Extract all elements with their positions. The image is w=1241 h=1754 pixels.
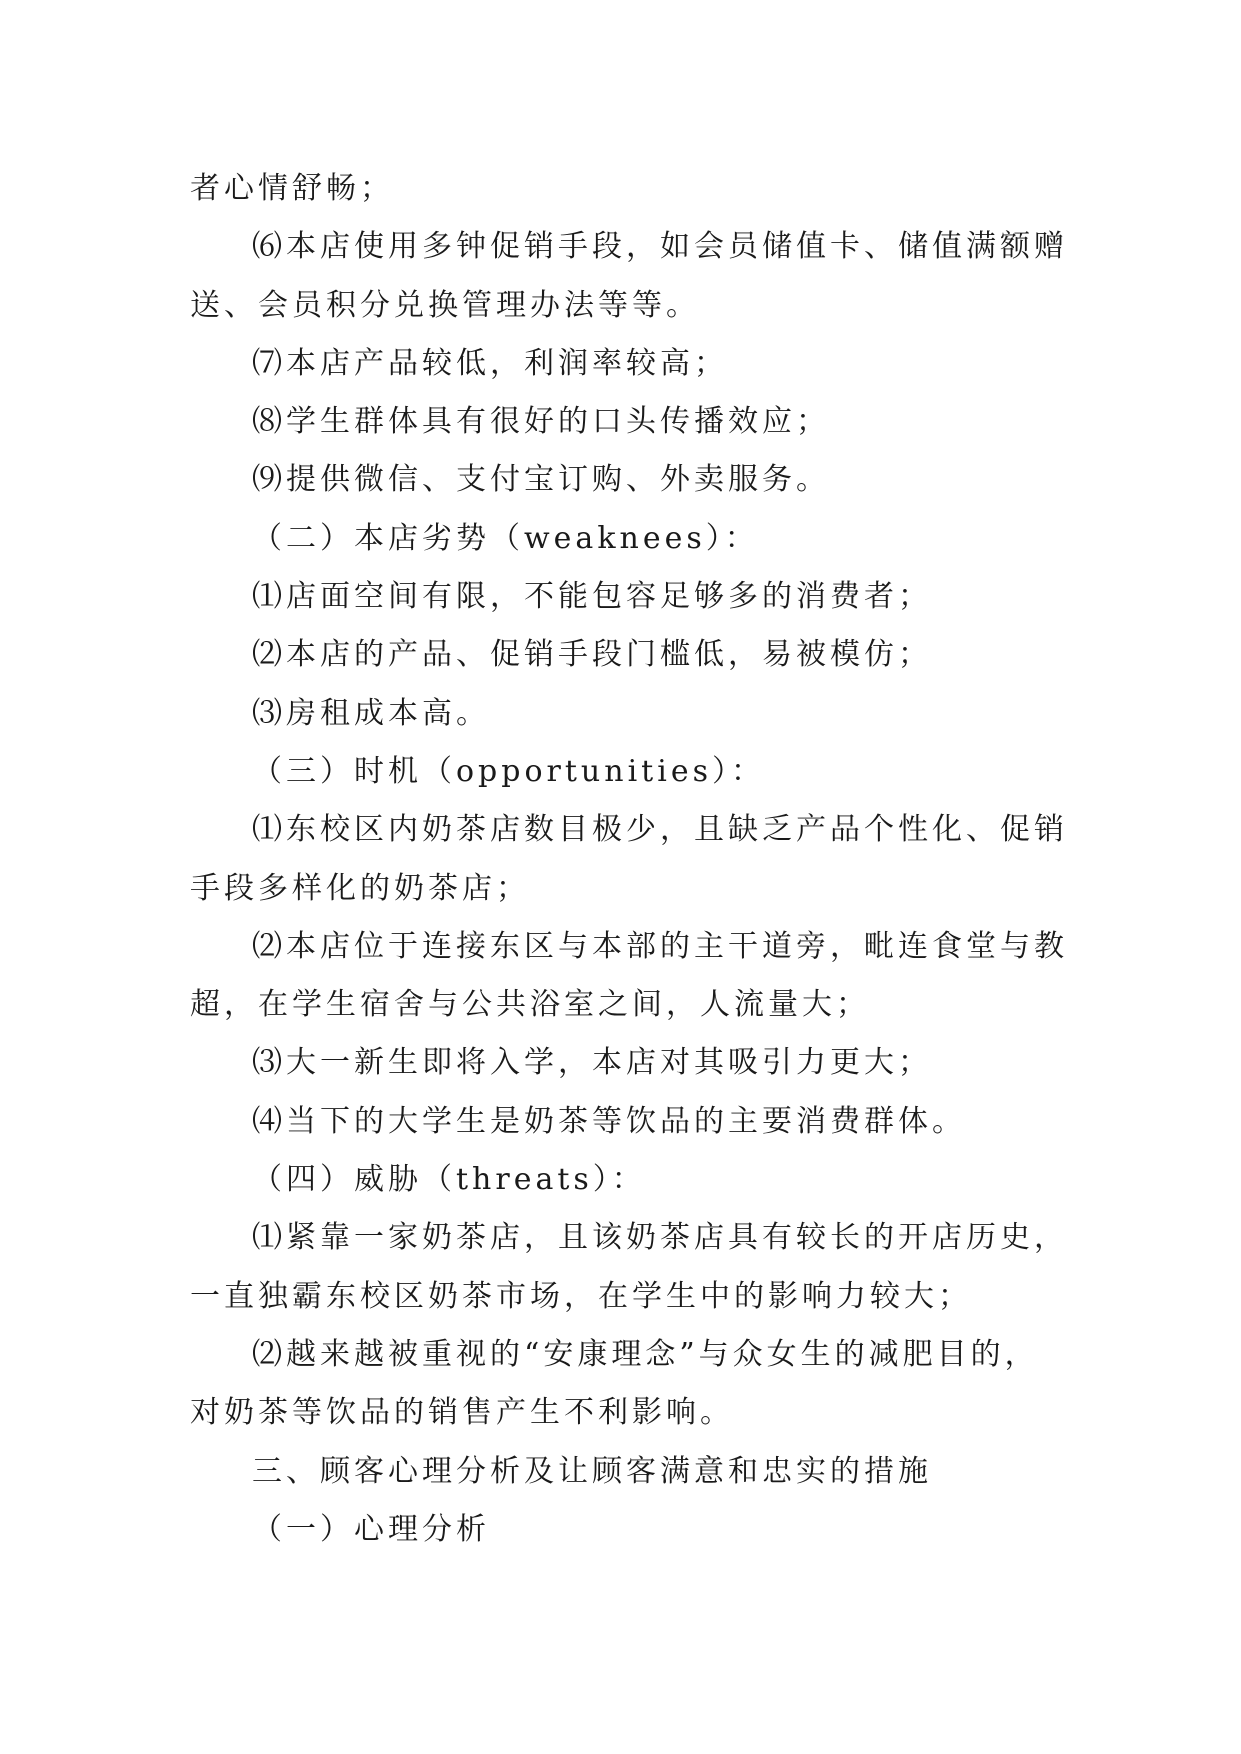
section-heading: （一）心理分析: [252, 1511, 490, 1547]
chapter-heading: 三、顾客心理分析及让顾客满意和忠实的措施: [252, 1453, 932, 1489]
text-line: ⑹本店使用多钟促销手段，如会员储值卡、储值满额赠: [252, 229, 1068, 265]
text-line: 者心情舒畅；: [190, 171, 394, 206]
text-line: ⑻学生群体具有很好的口头传播效应；: [252, 404, 830, 440]
text-line: ⑼提供微信、支付宝订购、外卖服务。: [252, 462, 830, 498]
text-line: ⑵越来越被重视的“安康理念”与众女生的减肥目的，: [252, 1336, 1039, 1372]
section-heading: （二）本店劣势（weaknees）：: [252, 520, 759, 556]
section-heading: （三）时机（opportunities）：: [252, 753, 765, 789]
section-heading: （四）威胁（threats）：: [252, 1162, 646, 1198]
text-line: 超，在学生宿舍与公共浴室之间，人流量大；: [190, 987, 870, 1023]
text-line: ⑶大一新生即将入学，本店对其吸引力更大；: [252, 1045, 932, 1081]
text-line: 一直独霸东校区奶茶市场，在学生中的影响力较大；: [190, 1278, 972, 1314]
text-line: ⑺本店产品较低，利润率较高；: [252, 345, 728, 381]
text-line: ⑵本店位于连接东区与本部的主干道旁，毗连食堂与教: [252, 928, 1068, 964]
text-line: ⑵本店的产品、促销手段门槛低，易被模仿；: [252, 637, 932, 673]
text-line: ⑷当下的大学生是奶茶等饮品的主要消费群体。: [252, 1103, 966, 1139]
text-line: ⑶房租成本高。: [252, 695, 490, 731]
text-line: 手段多样化的奶茶店；: [190, 870, 530, 906]
text-line: ⑴紧靠一家奶茶店，且该奶茶店具有较长的开店历史，: [252, 1220, 1068, 1256]
text-line: ⑴东校区内奶茶店数目极少，且缺乏产品个性化、促销: [252, 812, 1068, 848]
document-body: [190, 160, 1068, 1559]
text-line: 送、会员积分兑换管理办法等等。: [190, 287, 700, 323]
text-line: ⑴店面空间有限，不能包容足够多的消费者；: [252, 579, 932, 615]
text-line: 对奶茶等饮品的销售产生不利影响。: [190, 1395, 734, 1431]
